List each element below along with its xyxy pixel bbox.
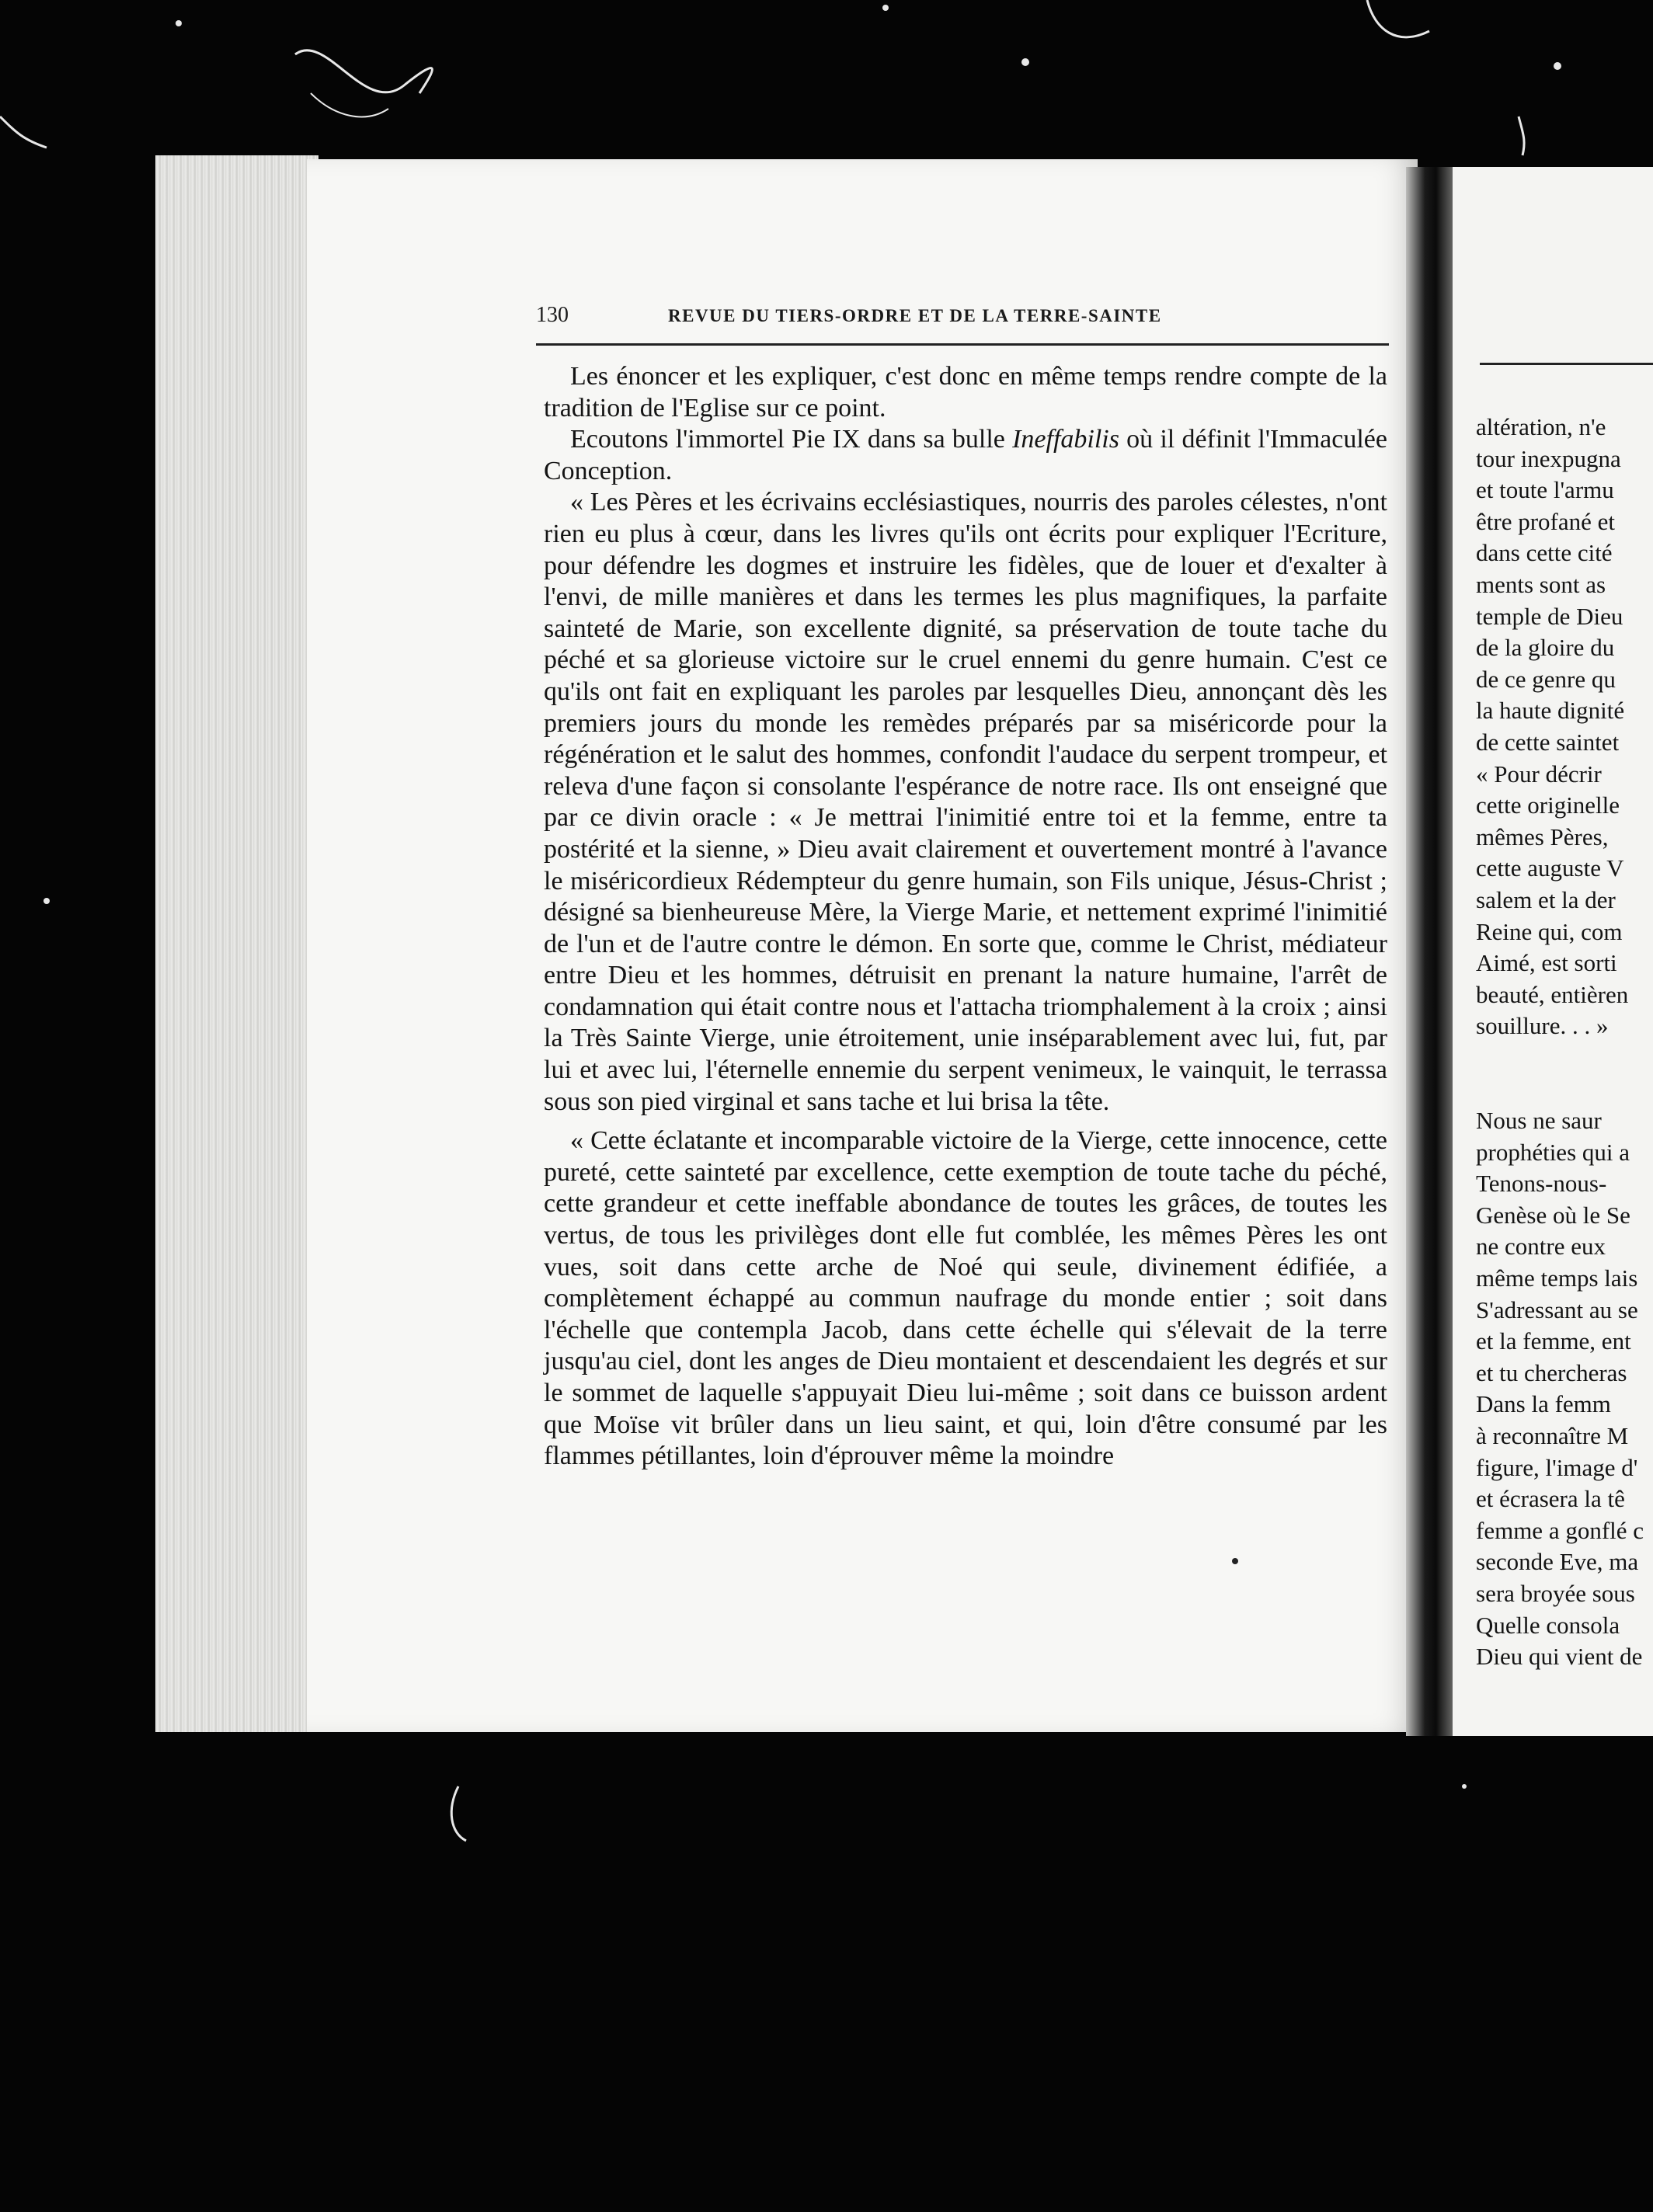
running-title: REVUE DU TIERS-ORDRE ET DE LA TERRE-SAINTE (668, 306, 1162, 325)
right-page-line: temple de Dieu (1476, 602, 1623, 630)
right-page-line: Nous ne saur (1476, 1107, 1602, 1135)
right-page-line: ments sont as (1476, 570, 1606, 598)
right-page-line: et écrasera la tê (1476, 1485, 1625, 1513)
right-page-line: et la femme, ent (1476, 1327, 1631, 1355)
right-page-line: Quelle consola (1476, 1611, 1620, 1639)
right-page-line: altération, n'e (1476, 413, 1606, 440)
right-page-line: seconde Eve, ma (1476, 1548, 1639, 1576)
right-page-line: même temps lais (1476, 1264, 1638, 1292)
right-page-line: de ce genre qu (1476, 665, 1616, 693)
paragraph: Les énoncer et les expliquer, c'est donc en même temps rendre compte de la tradition de l'Eglise sur ce point. (544, 362, 1387, 423)
paragraph: « Cette éclatante et incomparable victoire de la Vierge, cette innocence, cette pureté, cette sainteté par excellence, cette exemption de toute tache du péché, cette grandeur et cette ineffable abondance de toutes les grâces, de toutes les vertus, de tous les privilèges dont elle fut comblée, les mêmes Pères les ont vues, soit dans cette arche de Noé qui seule, divinement édifiée, a complètement échappé au commun naufrage du monde entier ; soit dans l'échelle que contempla Jacob, dans cette échelle qui s'élevait de la terre jusqu'au ciel, dont les anges de Dieu montaient et descendaient les degrés et sur le sommet de laquelle s'appuyait Dieu lui-même ; soit dans ce buisson ardent que Moïse vit brûler dans un lieu saint, et qui, loin d'être consumé par les flammes pétillantes, loin d'éprouver même la moindre (544, 1126, 1387, 1471)
right-page-line: cette auguste V (1476, 854, 1624, 882)
right-page-line: beauté, entièren (1476, 980, 1629, 1008)
right-page-line: Genèse où le Se (1476, 1201, 1630, 1229)
right-page-line: « Pour décrir (1476, 760, 1602, 788)
right-page-line: S'adressant au se (1476, 1296, 1638, 1323)
right-page-line: être profané et (1476, 507, 1615, 535)
right-header-rule (1480, 363, 1653, 365)
right-page-line: Reine qui, com (1476, 917, 1623, 945)
right-page-line: et toute l'armu (1476, 476, 1614, 504)
paragraph: « Les Pères et les écrivains ecclésiastiques, nourris des paroles célestes, n'ont rien eu plus à cœur, dans les livres qu'ils ont écrits pour expliquer l'Ecriture, pour défendre les dogmes et instruire les fidèles, que de louer et d'exalter à l'envi, de mille manières et dans les termes les plus magnifiques, la parfaite sainteté de Marie, son excellente dignité, sa préservation de toute tache du péché et sa glorieuse victoire sur le cruel ennemi du genre humain. C'est ce qu'ils ont fait en expliquant les paroles par lesquelles Dieu, annonçant dès les premiers jours du monde les remèdes préparés par sa miséricorde pour la régénération et le salut des hommes, confondit l'audace du serpent trompeur, et releva d'une façon si consolante l'espérance de notre race. Ils ont enseigné que par ce divin oracle : « Je mettrai l'inimitié entre toi et la femme, entre ta postérité et la sienne, » Dieu avait clairement et ouvertement montré à l'avance le miséricordieux Rédempteur du genre humain, son Fils unique, Jésus-Christ ; désigné sa bienheureuse Mère, la Vierge Marie, et nettement exprimé l'inimitié de l'un et de l'autre contre le démon. En sorte que, comme le Christ, médiateur entre Dieu et les hommes, détruisit en prenant la nature humaine, l'arrêt de condamnation qui était contre nous et l'attacha triomphalement à la croix ; ainsi la Très Sainte Vierge, unie étroitement, unie inséparablement avec lui, fut, par lui et avec lui, l'éternelle ennemie du serpent venimeux, le vainquit, le terrassa sous son pied virginal et sans tache et lui brisa la tête. (544, 488, 1387, 1116)
running-header (536, 303, 1390, 334)
header-rule (536, 343, 1389, 346)
right-page-line: souillure. . . » (1476, 1012, 1609, 1040)
right-page-line: la haute dignité (1476, 697, 1625, 725)
right-page-line: figure, l'image d' (1476, 1453, 1638, 1481)
right-page-line: de la gloire du (1476, 634, 1615, 662)
right-page-line: dans cette cité (1476, 539, 1613, 567)
right-page-line: à reconnaître M (1476, 1422, 1629, 1449)
right-page-line: Aimé, est sorti (1476, 949, 1617, 977)
right-page-line: sera broyée sous (1476, 1579, 1635, 1607)
right-page-line: et tu chercheras (1476, 1358, 1627, 1386)
right-page-line: salem et la der (1476, 885, 1616, 913)
right-page-line: prophéties qui a (1476, 1138, 1630, 1166)
page-number: 130 (536, 303, 569, 327)
paragraph: Ecoutons l'immortel Pie IX dans sa bulle Ineffabilis où il définit l'Immaculée Conception. (544, 425, 1387, 485)
right-page-line: tour inexpugna (1476, 444, 1621, 472)
bull-title: Ineffabilis (1012, 425, 1119, 454)
right-page-line: Dans la femm (1476, 1390, 1611, 1418)
right-page-line: ne contre eux (1476, 1233, 1606, 1261)
right-page-line: mêmes Pères, (1476, 823, 1609, 850)
right-page-line: Tenons-nous- (1476, 1170, 1607, 1198)
right-page-line: de cette saintet (1476, 728, 1620, 756)
right-page-line (1476, 1042, 1653, 1105)
right-page-line: femme a gonflé c (1476, 1516, 1644, 1544)
left-page-text (544, 361, 1387, 1473)
right-page-line: cette originelle (1476, 791, 1620, 819)
right-page-text (1476, 412, 1653, 1673)
right-page-line: Dieu qui vient de (1476, 1643, 1643, 1671)
